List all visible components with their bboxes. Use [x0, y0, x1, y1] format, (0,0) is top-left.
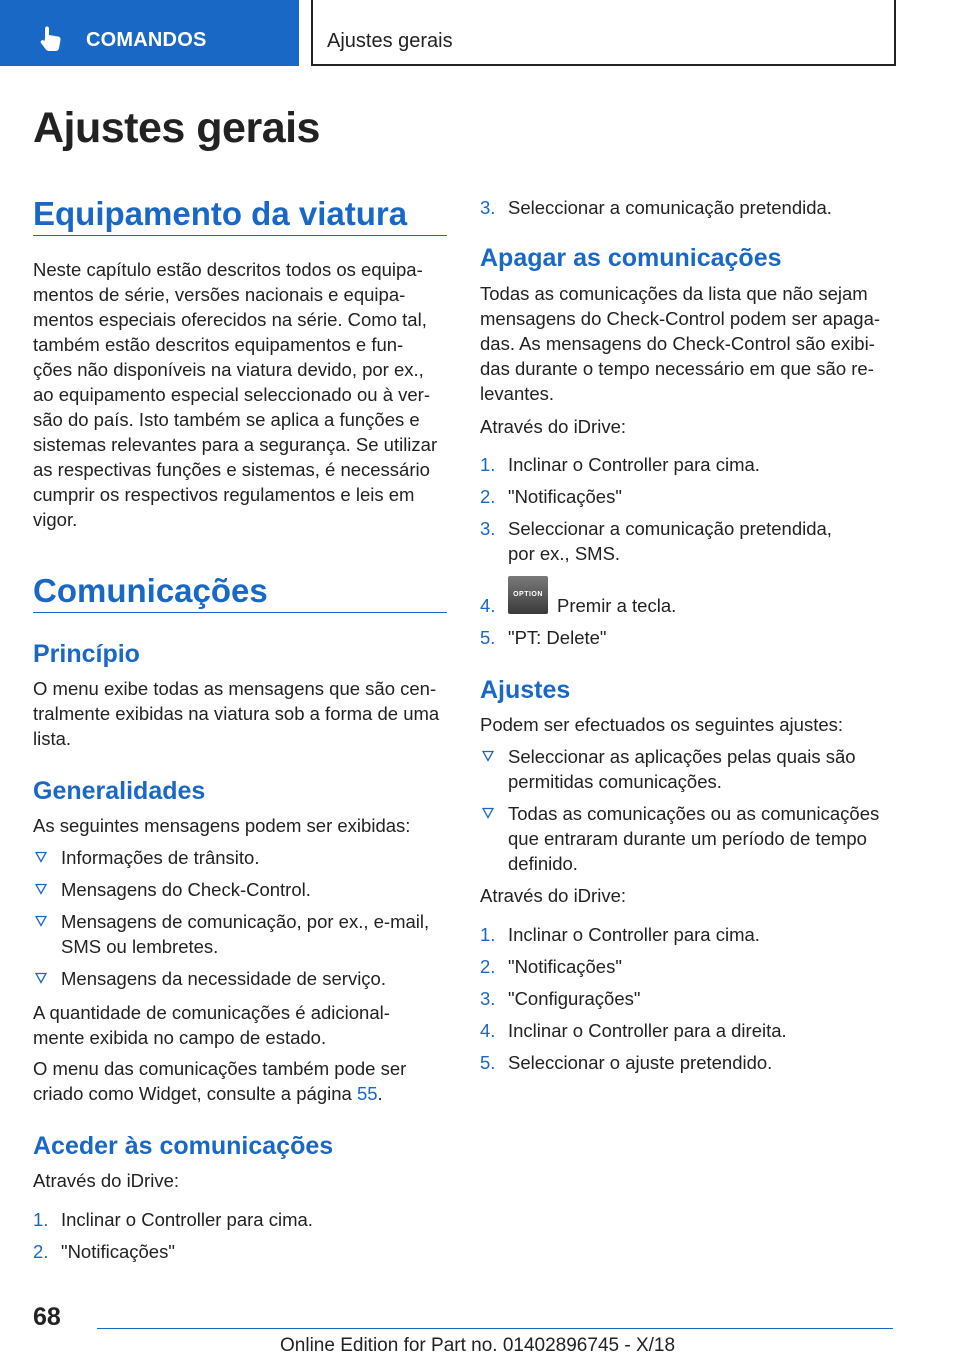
text-line: lista.	[33, 728, 72, 749]
apagar-paragraph	[480, 281, 896, 406]
heading-rule	[33, 235, 447, 236]
text-line: O menu exibe todas as mensagens que são cen-	[33, 678, 437, 699]
principio-paragraph	[33, 676, 447, 751]
bullet-triangle-icon	[482, 807, 494, 819]
bullet-triangle-icon	[35, 915, 47, 927]
text-line: Neste capítulo estão descritos todos os equipa-	[33, 259, 423, 280]
bullet-triangle-icon	[35, 972, 47, 984]
text-line: O menu das comunicações também pode ser	[33, 1058, 407, 1079]
text-line: são do país. Isto também se aplica a funções e	[33, 409, 420, 430]
generalidades-paragraph-3	[33, 1056, 447, 1106]
ajustes-intro: Podem ser efectuados os seguintes ajustes:	[480, 714, 844, 735]
step-text: Seleccionar a comunicação pretendida.	[508, 197, 832, 218]
page-link-55[interactable]: 55	[356, 1083, 378, 1104]
equipamento-paragraph	[33, 257, 447, 532]
text-line: Informações de trânsito.	[61, 847, 260, 868]
text-line: ao equipamento especial seleccionado ou à ver-	[33, 384, 430, 405]
text-line: mentos especiais oferecidos na série. Como tal,	[33, 309, 427, 330]
step-text	[508, 922, 760, 947]
heading-ajustes: Ajustes	[480, 676, 571, 704]
step-number: 5.	[480, 1052, 496, 1073]
bullet-text	[61, 909, 429, 959]
step-text	[61, 1239, 175, 1264]
text-line: Todas as comunicações da lista que não sejam	[480, 283, 868, 304]
text-line: sistemas relevantes para a segurança. Se utilizar	[33, 434, 438, 455]
step-number: 1.	[480, 454, 496, 475]
text-line: Mensagens da necessidade de serviço.	[61, 968, 386, 989]
text-line: definido.	[508, 853, 578, 874]
text-line: mentos de série, versões nacionais e equipa-	[33, 284, 406, 305]
bullet-text	[508, 744, 856, 794]
text-line: Mensagens do Check-Control.	[61, 879, 311, 900]
text-line: SMS ou lembretes.	[61, 936, 219, 957]
text-line: Inclinar o Controller para cima.	[508, 924, 760, 945]
text-line: Inclinar o Controller para a direita.	[508, 1020, 787, 1041]
step-number: 2.	[480, 956, 496, 977]
step-text	[508, 516, 832, 566]
text-line: permitidas comunicações.	[508, 771, 722, 792]
step-text	[508, 625, 606, 650]
text-line: cumprir os respectivos regulamentos e leis em	[33, 484, 415, 505]
option-button-label: OPTION	[513, 591, 543, 598]
page-number: 68	[33, 1303, 61, 1331]
text-line: "Notificações"	[508, 956, 622, 977]
heading-rule	[33, 612, 447, 613]
text-line: Inclinar o Controller para cima.	[61, 1209, 313, 1230]
step-number: 1.	[33, 1209, 49, 1230]
step-text	[508, 452, 760, 477]
text-line: mente exibida no campo de estado.	[33, 1027, 327, 1048]
step-text	[61, 1207, 313, 1232]
text-line: Mensagens de comunicação, por ex., e-mail,	[61, 911, 430, 932]
bullet-text	[61, 845, 259, 870]
step-number: 1.	[480, 924, 496, 945]
step-number: 2.	[33, 1241, 49, 1262]
text-line: Premir a tecla.	[557, 595, 677, 616]
text-line: das durante o tempo necessário em que são re-	[480, 358, 874, 379]
text-line: tralmente exibidas na viatura sob a forma de uma	[33, 703, 440, 724]
step-number: 2.	[480, 486, 496, 507]
text-line: Seleccionar a comunicação pretendida,	[508, 518, 832, 539]
step-text	[557, 593, 676, 618]
bullet-triangle-icon	[482, 750, 494, 762]
footer-edition: Online Edition for Part no. 01402896745 - X/18	[280, 1335, 676, 1356]
step-number: 3.	[480, 518, 496, 539]
bullet-triangle-icon	[35, 883, 47, 895]
step-number: 4.	[480, 595, 496, 616]
step-number: 3.	[480, 197, 496, 218]
text-line: Inclinar o Controller para cima.	[508, 454, 760, 475]
bullet-triangle-icon	[35, 851, 47, 863]
text-line: "PT: Delete"	[508, 627, 607, 648]
text-line	[33, 1081, 447, 1106]
heading-generalidades: Generalidades	[33, 777, 206, 805]
ajustes-intro-2: Através do iDrive:	[480, 885, 626, 906]
generalidades-paragraph-2	[33, 1000, 447, 1050]
heading-equipamento: Equipamento da viatura	[33, 195, 408, 232]
step-text	[508, 484, 622, 509]
heading-apagar: Apagar as comunicações	[480, 244, 782, 272]
text-line: A quantidade de comunicações é adicional-	[33, 1002, 390, 1023]
text-line: "Configurações"	[508, 988, 641, 1009]
text-line: vigor.	[33, 509, 78, 530]
step-text	[508, 954, 622, 979]
bullet-text	[61, 966, 386, 991]
text-line: das. As mensagens do Check-Control são exibi-	[480, 333, 875, 354]
text-line: levantes.	[480, 383, 555, 404]
text-line: mensagens do Check-Control podem ser apaga-	[480, 308, 881, 329]
chapter-tab	[0, 0, 299, 66]
text-span: criado como Widget, consulte a página	[33, 1083, 357, 1104]
heading-comunicacoes: Comunicações	[33, 572, 268, 609]
heading-aceder: Aceder às comunicações	[33, 1132, 334, 1160]
option-button-icon	[508, 576, 548, 614]
aceder-intro: Através do iDrive:	[33, 1170, 179, 1191]
section-header	[311, 0, 896, 66]
step-text	[508, 1050, 772, 1075]
hand-pointer-icon	[36, 24, 66, 54]
text-line: Seleccionar as aplicações pelas quais são	[508, 746, 856, 767]
section-header-label: Ajustes gerais	[327, 30, 453, 52]
step-number: 3.	[480, 988, 496, 1009]
text-span: .	[377, 1083, 383, 1104]
text-line: por ex., SMS.	[508, 543, 621, 564]
text-line: Todas as comunicações ou as comunicações	[508, 803, 880, 824]
apagar-intro: Através do iDrive:	[480, 416, 626, 437]
step-text	[508, 1018, 787, 1043]
text-line: ções não disponíveis na viatura devido, por ex.,	[33, 359, 424, 380]
bullet-text	[61, 877, 311, 902]
text-line: "Notificações"	[61, 1241, 175, 1262]
page-title: Ajustes gerais	[33, 104, 320, 152]
text-line: que entraram durante um período de tempo	[508, 828, 867, 849]
text-line: as respectivas funções e sistemas, é necessário	[33, 459, 430, 480]
bullet-text	[508, 801, 879, 876]
step-number: 5.	[480, 627, 496, 648]
step-number: 4.	[480, 1020, 496, 1041]
text-line: Seleccionar o ajuste pretendido.	[508, 1052, 773, 1073]
chapter-tab-label: COMANDOS	[86, 29, 207, 51]
generalidades-intro: As seguintes mensagens podem ser exibidas:	[33, 815, 411, 836]
text-line: também estão descritos equipamentos e fun-	[33, 334, 404, 355]
step-text	[508, 986, 640, 1011]
heading-principio: Princípio	[33, 640, 140, 668]
footer-rule	[97, 1328, 893, 1329]
text-line: "Notificações"	[508, 486, 622, 507]
